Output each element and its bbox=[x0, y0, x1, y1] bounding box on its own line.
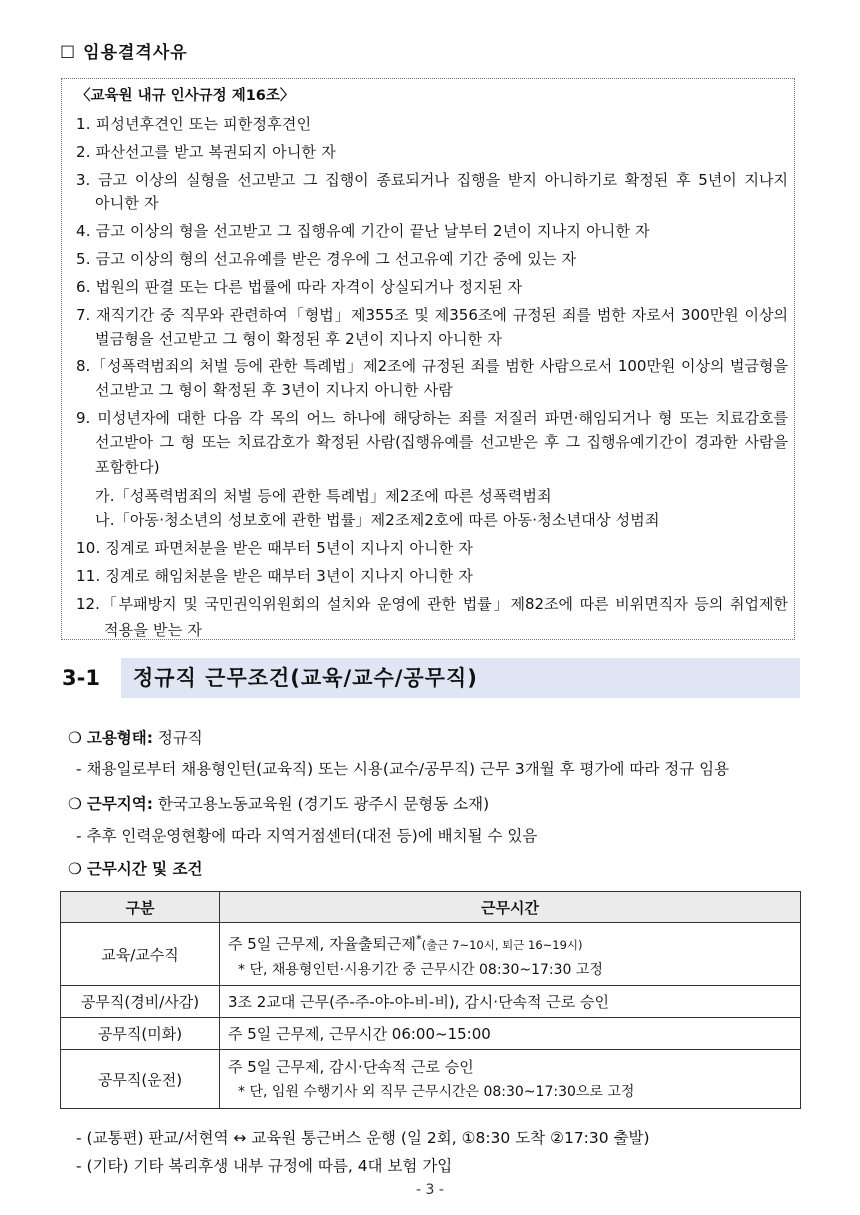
row-category: 교육/교수직 bbox=[61, 923, 220, 986]
law-item-12-cont: 적용을 받는 자 bbox=[104, 621, 203, 639]
work-hours-table bbox=[60, 891, 801, 1109]
law-item-3: 3. 금고 이상의 실형을 선고받고 그 집행이 종료되거나 집행을 받지 아니하기로 확정된 후 5년이 지나지 bbox=[76, 171, 788, 189]
law-item-9-cont2: 포함한다) bbox=[95, 458, 160, 476]
section-number: 3-1 bbox=[62, 666, 100, 690]
work-location-label: 근무지역: bbox=[86, 795, 153, 813]
section-heading: 정규직 근무조건(교육/교수/공무직) bbox=[121, 658, 800, 698]
law-item-7-cont: 벌금형을 선고받고 그 형이 확정된 후 2년이 지나지 아니한 자 bbox=[95, 330, 503, 348]
row-hours-note: * 단, 채용형인턴·시용기간 중 근무시간 08:30~17:30 고정 bbox=[238, 962, 603, 978]
law-item-1: 1. 피성년후견인 또는 피한정후견인 bbox=[76, 115, 312, 133]
law-item-4: 4. 금고 이상의 형을 선고받고 그 집행유예 기간이 끝난 날부터 2년이 지나지 아니한 자 bbox=[76, 222, 650, 240]
table-row bbox=[61, 1018, 801, 1050]
circle-bullet-icon: ❍ bbox=[68, 729, 82, 747]
law-item-12: 12.「부패방지 및 국민권익위원회의 설치와 운영에 관한 법률」제82조에 따른 비위면직자 등의 취업제한 bbox=[76, 595, 788, 613]
law-item-7: 7. 재직기간 중 직무와 관련하여「형법」제355조 및 제356조에 규정된 죄를 범한 자로서 300만원 이상의 bbox=[76, 306, 788, 324]
law-item-3-cont: 아니한 자 bbox=[95, 194, 159, 212]
law-item-8: 8.「성폭력범죄의 처벌 등에 관한 특례법」제2조에 규정된 죄를 범한 사람으로서 100만원 이상의 벌금형을 bbox=[76, 357, 788, 375]
employment-type-value: 정규직 bbox=[152, 729, 203, 747]
table-header-row bbox=[61, 892, 801, 923]
section-title: ☐ 임용결격사유 bbox=[60, 43, 188, 63]
law-item-5: 5. 금고 이상의 형의 선고유예를 받은 경우에 그 선고유예 기간 중에 있는 자 bbox=[76, 250, 577, 268]
row-category: 공무직(미화) bbox=[61, 1018, 220, 1050]
row-hours bbox=[220, 923, 801, 986]
law-box-header: 〈교육원 내규 인사규정 제16조〉 bbox=[76, 88, 295, 104]
work-hours-heading bbox=[68, 857, 202, 879]
row-hours-note: * 단, 임원 수행기사 외 직무 근무시간은 08:30~17:30으로 고정 bbox=[238, 1084, 635, 1100]
employment-type-label: 고용형태: bbox=[86, 729, 153, 747]
row-hours bbox=[220, 1050, 801, 1109]
law-item-11: 11. 징계로 해임처분을 받은 때부터 3년이 지나지 아니한 자 bbox=[76, 567, 474, 585]
circle-bullet-icon: ❍ bbox=[68, 795, 82, 813]
table-header-category: 구분 bbox=[61, 892, 220, 923]
row-hours-small: (출근 7~10시, 퇴근 16~19시) bbox=[421, 938, 583, 952]
work-location-detail: - 추후 인력운영현황에 따라 지역거점센터(대전 등)에 배치될 수 있음 bbox=[76, 827, 538, 845]
row-hours: 주 5일 근무제, 근무시간 06:00~15:00 bbox=[220, 1018, 801, 1050]
transport-note: - (교통편) 판교/서현역 ↔ 교육원 통근버스 운행 (일 2회, ①8:30 도착 ②17:30 출발) bbox=[76, 1129, 650, 1147]
page-number: - 3 - bbox=[416, 1182, 444, 1198]
law-subitem-na: 나.「아동·청소년의 성보호에 관한 법률」제2조제2호에 따른 아동·청소년대상 성범죄 bbox=[95, 511, 660, 529]
row-hours: 3조 2교대 근무(주-주-야-야-비-비), 감시·단속적 근로 승인 bbox=[220, 986, 801, 1018]
law-subitem-ga: 가.「성폭력범죄의 처벌 등에 관한 특례법」제2조에 따른 성폭력범죄 bbox=[95, 487, 552, 505]
law-item-2: 2. 파산선고를 받고 복권되지 아니한 자 bbox=[76, 143, 336, 161]
table-row bbox=[61, 986, 801, 1018]
row-hours-main: 주 5일 근무제, 자율출퇴근제 bbox=[228, 935, 417, 953]
row-category: 공무직(경비/사감) bbox=[61, 986, 220, 1018]
row-hours-main: 주 5일 근무제, 감시·단속적 근로 승인 bbox=[228, 1058, 474, 1076]
law-item-9-cont: 선고받아 그 형 또는 치료감호가 확정된 사람(집행유예를 선고받은 후 그 집행유예기간이 경과한 사람을 bbox=[95, 433, 788, 451]
employment-type bbox=[68, 726, 203, 748]
circle-bullet-icon: ❍ bbox=[68, 860, 82, 878]
employment-type-detail: - 채용일로부터 채용형인턴(교육직) 또는 시용(교수/공무직) 근무 3개월 후 평가에 따라 정규 임용 bbox=[76, 760, 730, 778]
benefits-note: - (기타) 기타 복리후생 내부 규정에 따름, 4대 보험 가입 bbox=[76, 1157, 453, 1175]
work-hours-label: 근무시간 및 조건 bbox=[86, 860, 203, 878]
table-row bbox=[61, 1050, 801, 1109]
work-location bbox=[68, 792, 489, 814]
work-location-value: 한국고용노동교육원 (경기도 광주시 문형동 소재) bbox=[152, 795, 490, 813]
table-header-hours: 근무시간 bbox=[220, 892, 801, 923]
row-category: 공무직(운전) bbox=[61, 1050, 220, 1109]
law-item-9: 9. 미성년자에 대한 다음 각 목의 어느 하나에 해당하는 죄를 저질러 파면·해임되거나 형 또는 치료감호를 bbox=[76, 409, 788, 427]
law-item-10: 10. 징계로 파면처분을 받은 때부터 5년이 지나지 아니한 자 bbox=[76, 539, 474, 557]
law-item-6: 6. 법원의 판결 또는 다른 법률에 따라 자격이 상실되거나 정지된 자 bbox=[76, 278, 523, 296]
law-item-8-cont: 선고받고 그 형이 확정된 후 3년이 지나지 아니한 사람 bbox=[95, 381, 453, 399]
table-row bbox=[61, 923, 801, 986]
row-hours-sup: * bbox=[416, 932, 422, 946]
